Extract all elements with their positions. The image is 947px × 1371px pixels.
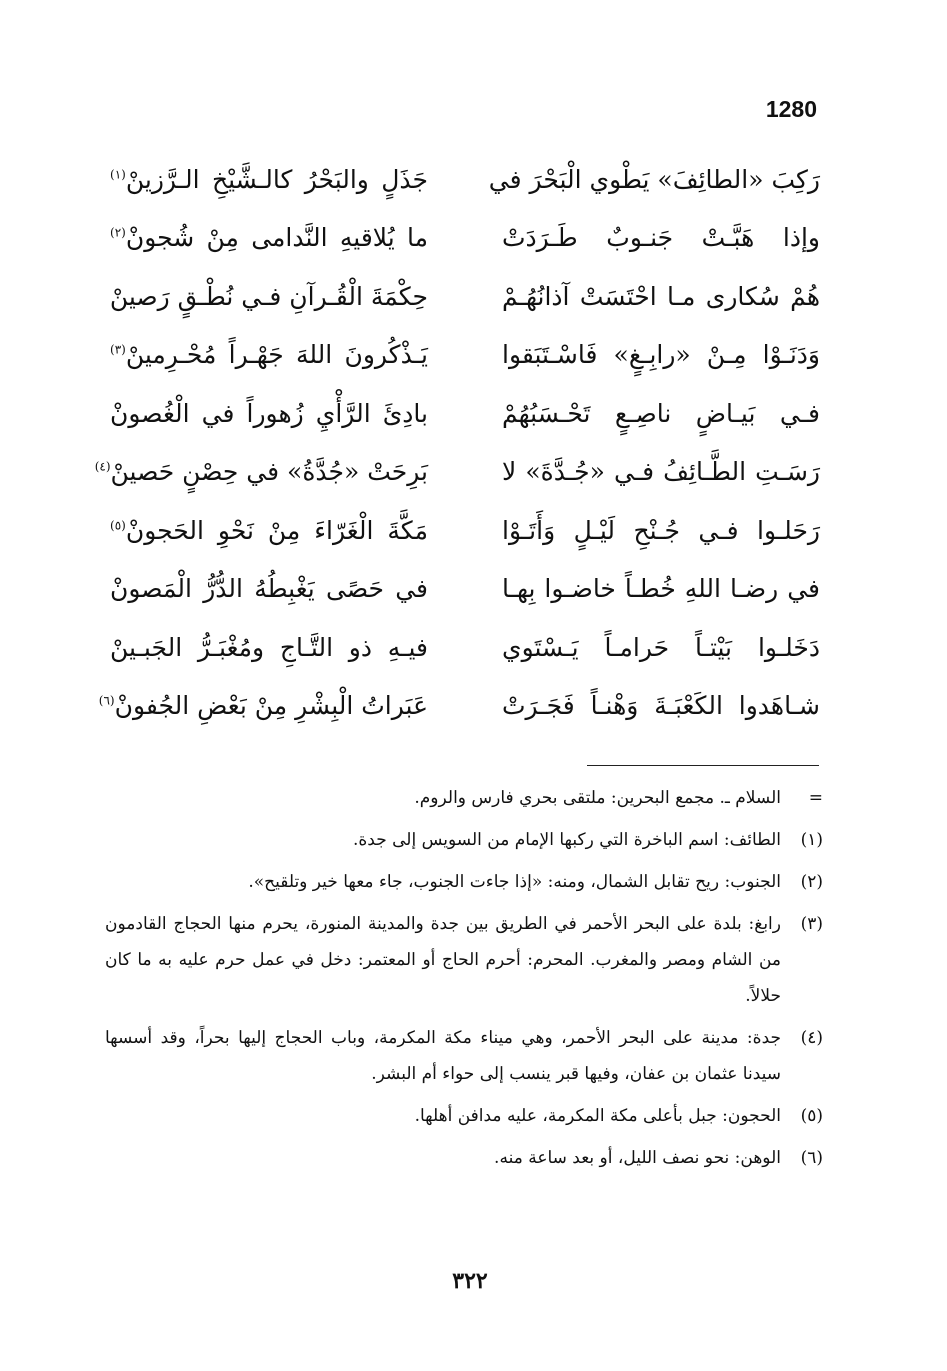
footnote-mark: (٤) — [800, 1028, 823, 1048]
hemistich-text: ما يُلاقيهِ النَّدامى مِنْ شُجونْ — [125, 223, 428, 253]
footnote-item — [105, 780, 823, 816]
footnote-ref: (٣) — [110, 342, 126, 357]
header-page-number: 1280 — [765, 96, 817, 122]
verse-second-hemistich — [110, 573, 428, 604]
footnote-text: جدة: مدينة على البحر الأحمر، وهي ميناء مكة المكرمة، وباب الحجاج إليها بحراً، وقد أسسها سيدنا عثمان بن عفان، وفيها قبر ينسب إلى حواء أم البشر. — [105, 1028, 781, 1084]
footnote-mark: (٣) — [800, 914, 823, 934]
verse-first-hemistich: في رضـا اللهِ خُطـاً خاضـوا بِهـا — [502, 574, 820, 604]
verse-first-hemistich: رَحَلـوا فـي جُـنْحِ لَيْـلٍ وَأَتَـوْا — [502, 515, 820, 545]
footnote-mark: (٥) — [800, 1106, 823, 1126]
verse-first-hemistich: دَخَلـوا بَيْتـاً حَرامـاً يَـسْتَوي — [502, 632, 820, 662]
verse-second-hemistich — [110, 164, 428, 195]
hemistich-text: فيـهِ ذو التَّـاجِ ومُغْبَـرُّ الجَبـينْ — [110, 632, 428, 662]
verse — [110, 150, 820, 209]
verse-first-hemistich: وإذا هَبَّـتْ جَنـوبٌ طَـرَدَتْ — [502, 223, 820, 253]
footnote-item — [105, 906, 823, 1014]
verse — [110, 326, 820, 385]
footnotes — [105, 780, 823, 1182]
hemistich-text: عَبَراتُ الْبِشْرِ مِنْ بَعْضِ الجُفونْ — [114, 691, 428, 721]
verse-first-hemistich: رَكِبَ «الطائِفَ» يَطْوي الْبَحْرَ في — [488, 164, 820, 194]
verse-second-hemistich — [110, 515, 428, 546]
hemistich-text: بَرِحَتْ «جُدَّةُ» في حِصْنٍ حَصينْ — [110, 457, 428, 487]
verse-second-hemistich — [94, 456, 428, 487]
footnote-item — [105, 1020, 823, 1092]
verse — [98, 677, 820, 736]
footnote-ref: (٢) — [110, 225, 126, 240]
verse-second-hemistich — [110, 281, 428, 312]
footnote-item — [105, 864, 823, 900]
verse-first-hemistich: فـي بَيـاضٍ ناصِـعٍ تَحْـسَبُهُمْ — [502, 398, 820, 428]
verse — [110, 209, 820, 268]
footnote-ref: (١) — [110, 167, 126, 182]
verse-second-hemistich — [98, 690, 428, 721]
hemistich-text: جَذَلٍ والبَحْرُ كالـشَّيْخِ الـرَّزينْ — [125, 164, 428, 194]
verse-first-hemistich: شـاهَدوا الكَعْبَـةَ وَهْنـاً فَجَـرَتْ — [502, 691, 820, 721]
hemistich-text: حِكْمَةَ الْقُـرآنِ فـي نُطْـقٍ رَصينْ — [109, 281, 428, 311]
verse-second-hemistich — [110, 632, 428, 663]
footer-page-number: ٣٢٢ — [452, 1268, 488, 1294]
footnote-text: الوهن: نحو نصف الليل، أو بعد ساعة منه. — [494, 1148, 781, 1168]
verse-second-hemistich — [110, 339, 428, 370]
footnote-mark: (١) — [800, 830, 823, 850]
footnote-item — [105, 822, 823, 858]
poem — [94, 150, 820, 735]
verse-first-hemistich: رَسَـتِ الطَّـائِفُ فـي «جُـدَّةَ» لا — [502, 457, 820, 487]
verse — [94, 443, 820, 502]
verse — [110, 560, 820, 619]
footnote-text: رابغ: بلدة على البحر الأحمر في الطريق بين جدة والمدينة المنورة، يحرم منها الحجاج القادمون من الشام ومصر والمغرب. المحرم: أحرم الحاج أو المعتمر: دخل في عمل حرم عليه به ما كان حلالاً. — [105, 914, 781, 1006]
footnote-mark: (٦) — [800, 1148, 823, 1168]
verse — [110, 501, 820, 560]
verse-first-hemistich: هُمْ سُكارى مـا احْتَسَتْ آذانُهُـمْ — [502, 281, 820, 311]
verse — [110, 384, 820, 443]
verse — [110, 618, 820, 677]
footnote-divider — [587, 765, 819, 766]
hemistich-text: مَكَّةَ الْغَرّاءَ مِنْ نَحْوِ الحَجونْ — [125, 515, 428, 545]
footnote-text: السلام ـ. مجمع البحرين: ملتقى بحري فارس والروم. — [414, 788, 781, 808]
hemistich-text: بادِئَ الرَّأْيِ زُهوراً في الْغُصونْ — [110, 398, 428, 428]
footnote-mark: (٢) — [800, 872, 823, 892]
verse-first-hemistich: وَدَنَـوْا مِـنْ «رابِـغٍ» فَاسْـتَبَقوا — [502, 340, 820, 370]
footnote-item — [105, 1140, 823, 1176]
footnote-text: الطائف: اسم الباخرة التي ركبها الإمام من السويس إلى جدة. — [352, 830, 781, 850]
verse — [110, 267, 820, 326]
footnote-ref: (٦) — [98, 693, 115, 708]
hemistich-text: يَـذْكُرونَ اللهَ جَهْـراً مُحْـرِمينْ — [125, 340, 428, 370]
footnote-ref: (٤) — [94, 459, 111, 474]
verse-second-hemistich — [110, 222, 428, 253]
footnote-ref: (٥) — [110, 518, 126, 533]
footnote-mark: = — [808, 788, 823, 808]
footnote-text: الجنوب: ريح تقابل الشمال، ومنه: «إذا جاءت الجنوب، جاء معها خير وتلقيح». — [248, 872, 781, 892]
hemistich-text: في حَصًى يَغْبِطُهُ الدُّرُّ الْمَصونْ — [110, 574, 428, 604]
verse-second-hemistich — [110, 398, 428, 429]
footnote-text: الحجون: جبل بأعلى مكة المكرمة، عليه مدافن أهلها. — [414, 1106, 781, 1126]
footnote-item — [105, 1098, 823, 1134]
